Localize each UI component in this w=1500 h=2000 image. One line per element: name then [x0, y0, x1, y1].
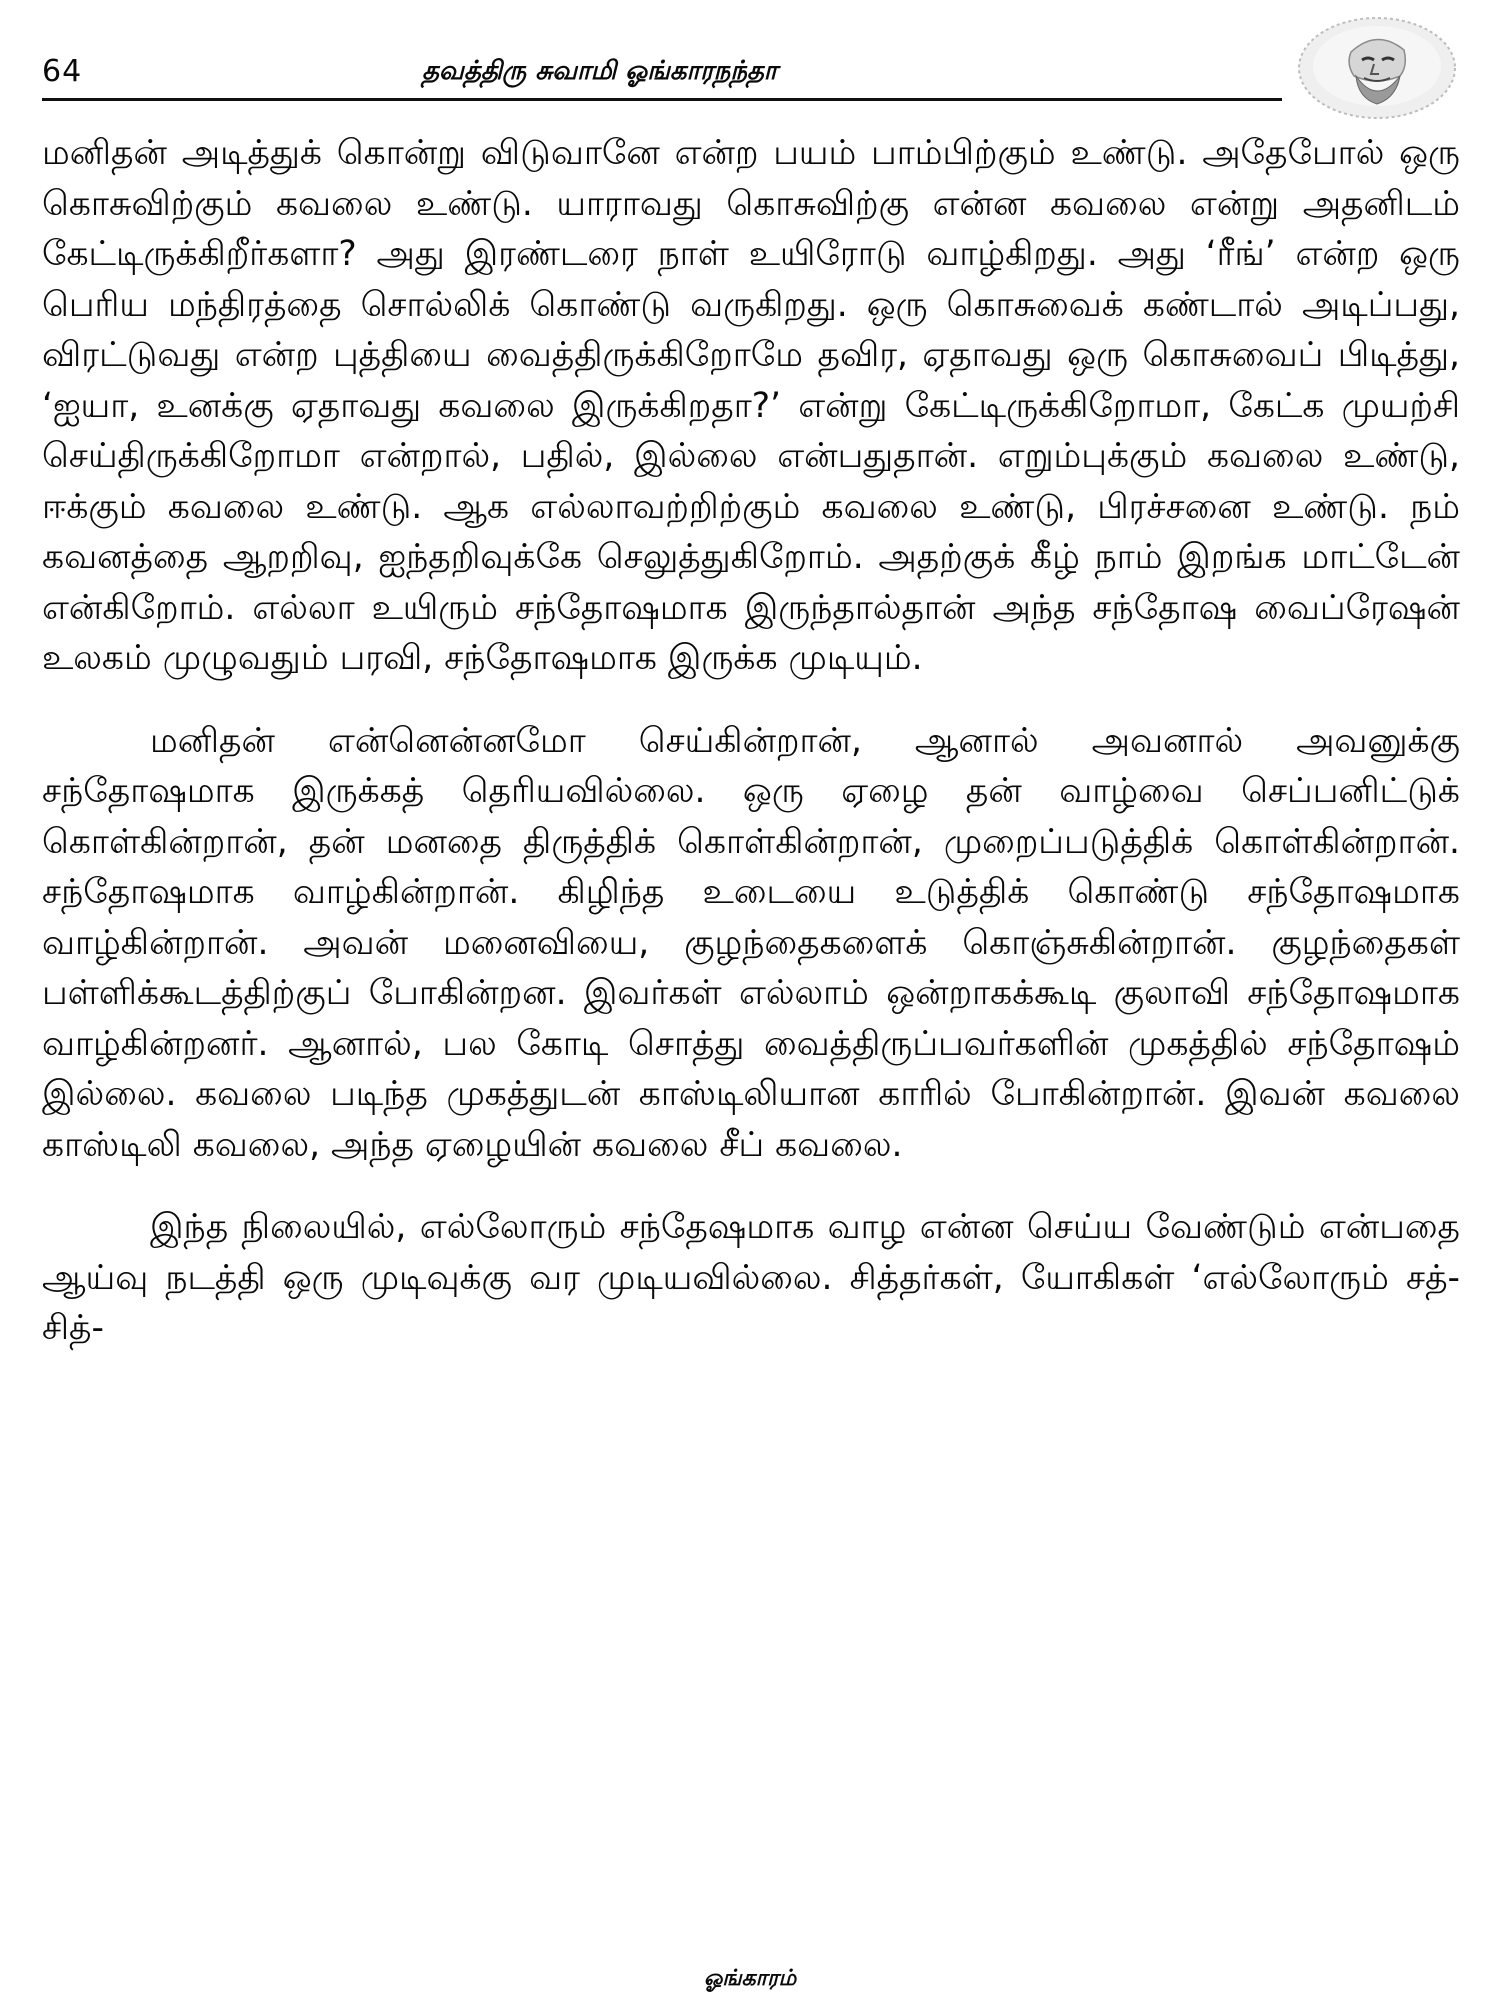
paragraph: மனிதன் என்னென்னமோ செய்கின்றான், ஆனால் அவனால் அவனுக்கு சந்தோஷமாக இருக்கத் தெரியவில்லை. ஒரு ஏழை தன் வாழ்வை செப்பனிட்டுக் கொள்கின்றான், தன் மனதை திருத்திக் கொள்கின்றான், முறைப்படுத்திக் கொள்கின்றான். சந்தோஷமாக வாழ்கின்றான். கிழிந்த உடையை உடுத்திக் கொண்டு சந்தோஷமாக வாழ்கின்றான். அவன் மனைவியை, குழந்தைகளைக் கொஞ்சுகின்றான். குழந்தைகள் பள்ளிக்கூடத்திற்குப் போகின்றன. இவர்கள் எல்லாம் ஒன்றாகக்கூடி குலாவி சந்தோஷமாக வாழ்கின்றனர். ஆனால், பல கோடி சொத்து வைத்திருப்பவர்களின் முகத்தில் சந்தோஷம் இல்லை. கவலை படிந்த முகத்துடன் காஸ்டிலியான காரில் போகின்றான். இவன் கவலை காஸ்டிலி கவலை, அந்த ஏழையின் கவலை சீப் கவலை. — [42, 720, 1460, 1165]
paragraph: மனிதன் அடித்துக் கொன்று விடுவானே என்ற பயம் பாம்பிற்கும் உண்டு. அதேபோல் ஒரு கொசுவிற்கும் கவலை உண்டு. யாராவது கொசுவிற்கு என்ன கவலை என்று அதனிடம் கேட்டிருக்கிறீர்களா? அது இரண்டரை நாள் உயிரோடு வாழ்கிறது. அது ‘ரீங்’ என்ற ஒரு பெரிய மந்திரத்தை சொல்லிக் கொண்டு வருகிறது. ஒரு கொசுவைக் கண்டால் அடிப்பது, விரட்டுவது என்ற புத்தியை வைத்திருக்கிறோமே தவிர, ஏதாவது ஒரு கொசுவைப் பிடித்து, ‘ஐயா, உனக்கு ஏதாவது கவலை இருக்கிறதா?’ என்று கேட்டிருக்கிறோமா, கேட்க முயற்சி செய்திருக்கிறோமா என்றால், பதில், இல்லை என்பதுதான். எறும்புக்கும் கவலை உண்டு, ஈக்கும் கவலை உண்டு. ஆக எல்லாவற்றிற்கும் கவலை உண்டு, பிரச்சனை உண்டு. நம் கவனத்தை ஆறறிவு, ஐந்தறிவுக்கே செலுத்துகிறோம். அதற்குக் கீழ் நாம் இறங்க மாட்டேன் என்கிறோம். எல்லா உயிரும் சந்தோஷமாக இருந்தால்தான் அந்த சந்தோஷ வைப்ரேஷன் உலகம் முழுவதும் பரவி, சந்தோஷமாக இருக்க முடியும். — [42, 133, 1460, 678]
page-header — [42, 50, 1282, 101]
page-number: 64 — [42, 54, 83, 89]
page-footer: ஓங்காரம் — [703, 1966, 797, 1991]
swami-portrait-icon — [1296, 14, 1458, 122]
body-text — [42, 128, 1460, 1386]
paragraph: இந்த நிலையில், எல்லோரும் சந்தேஷமாக வாழ என்ன செய்ய வேண்டும் என்பதை ஆய்வு நடத்தி ஒரு முடிவுக்கு வர முடியவில்லை. சித்தர்கள், யோகிகள் ‘எல்லோரும் சத்-சித்- — [42, 1207, 1460, 1348]
running-title: தவத்திரு சுவாமி ஓங்காரநந்தா — [422, 56, 778, 86]
